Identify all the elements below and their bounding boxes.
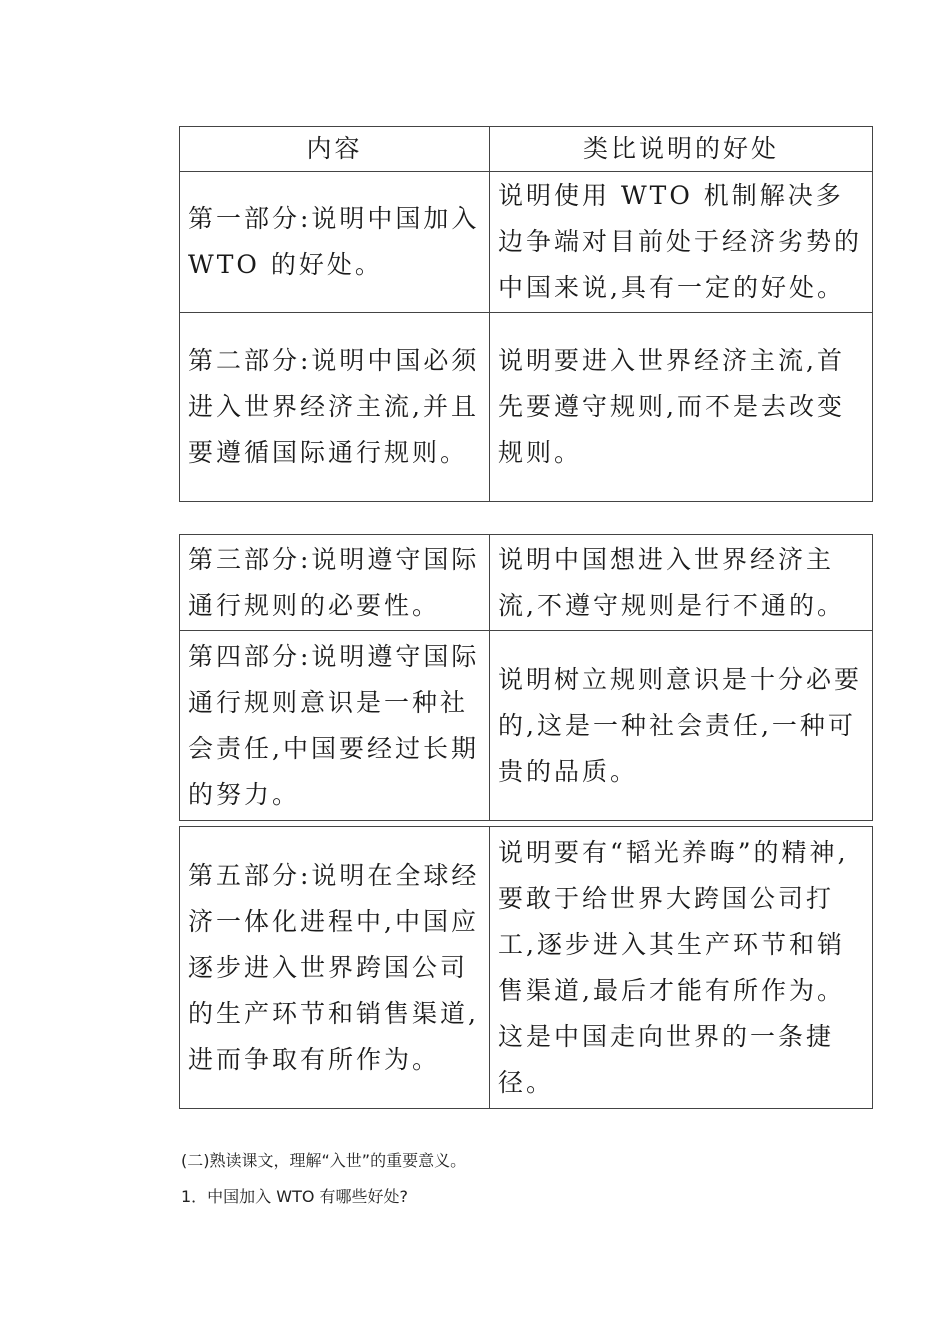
table-row xyxy=(180,631,873,821)
row-content: 第四部分:说明遵守国际通行规则意识是一种社会责任,中国要经过长期的努力。 xyxy=(180,631,490,821)
row-content: 第五部分:说明在全球经济一体化进程中,中国应逐步进入世界跨国公司的生产环节和销售渠道,进而争取有所作为。 xyxy=(180,827,490,1109)
row-benefit: 说明树立规则意识是十分必要的,这是一种社会责任,一种可贵的品质。 xyxy=(490,631,873,821)
row-benefit: 说明使用 WTO 机制解决多边争端对目前处于经济劣势的中国来说,具有一定的好处。 xyxy=(490,172,873,313)
row-content: 第三部分:说明遵守国际通行规则的必要性。 xyxy=(180,535,490,631)
row-benefit: 说明要进入世界经济主流,首先要遵守规则,而不是去改变规则。 xyxy=(490,313,873,502)
row-content: 第一部分:说明中国加入 WTO 的好处。 xyxy=(180,172,490,313)
table-row xyxy=(180,313,873,502)
row-benefit: 说明要有“韬光养晦”的精神,要敢于给世界大跨国公司打工,逐步进入其生产环节和销售渠道,最后才能有所作为。这是中国走向世界的一条捷径。 xyxy=(490,827,873,1109)
table-row xyxy=(180,827,873,1109)
question-1: 1．中国加入 WTO 有哪些好处? xyxy=(181,1187,409,1206)
comparison-table-part-3 xyxy=(179,826,873,1109)
table-header-row xyxy=(180,127,873,172)
comparison-table-part-2 xyxy=(179,534,873,821)
header-benefit: 类比说明的好处 xyxy=(490,127,873,172)
header-content: 内容 xyxy=(180,127,490,172)
comparison-table-part-1 xyxy=(179,126,873,502)
table-row xyxy=(180,535,873,631)
row-benefit: 说明中国想进入世界经济主流,不遵守规则是行不通的。 xyxy=(490,535,873,631)
section-heading: (二)熟读课文，理解“入世”的重要意义。 xyxy=(181,1151,467,1170)
row-content: 第二部分:说明中国必须进入世界经济主流,并且要遵循国际通行规则。 xyxy=(180,313,490,502)
table-row xyxy=(180,172,873,313)
